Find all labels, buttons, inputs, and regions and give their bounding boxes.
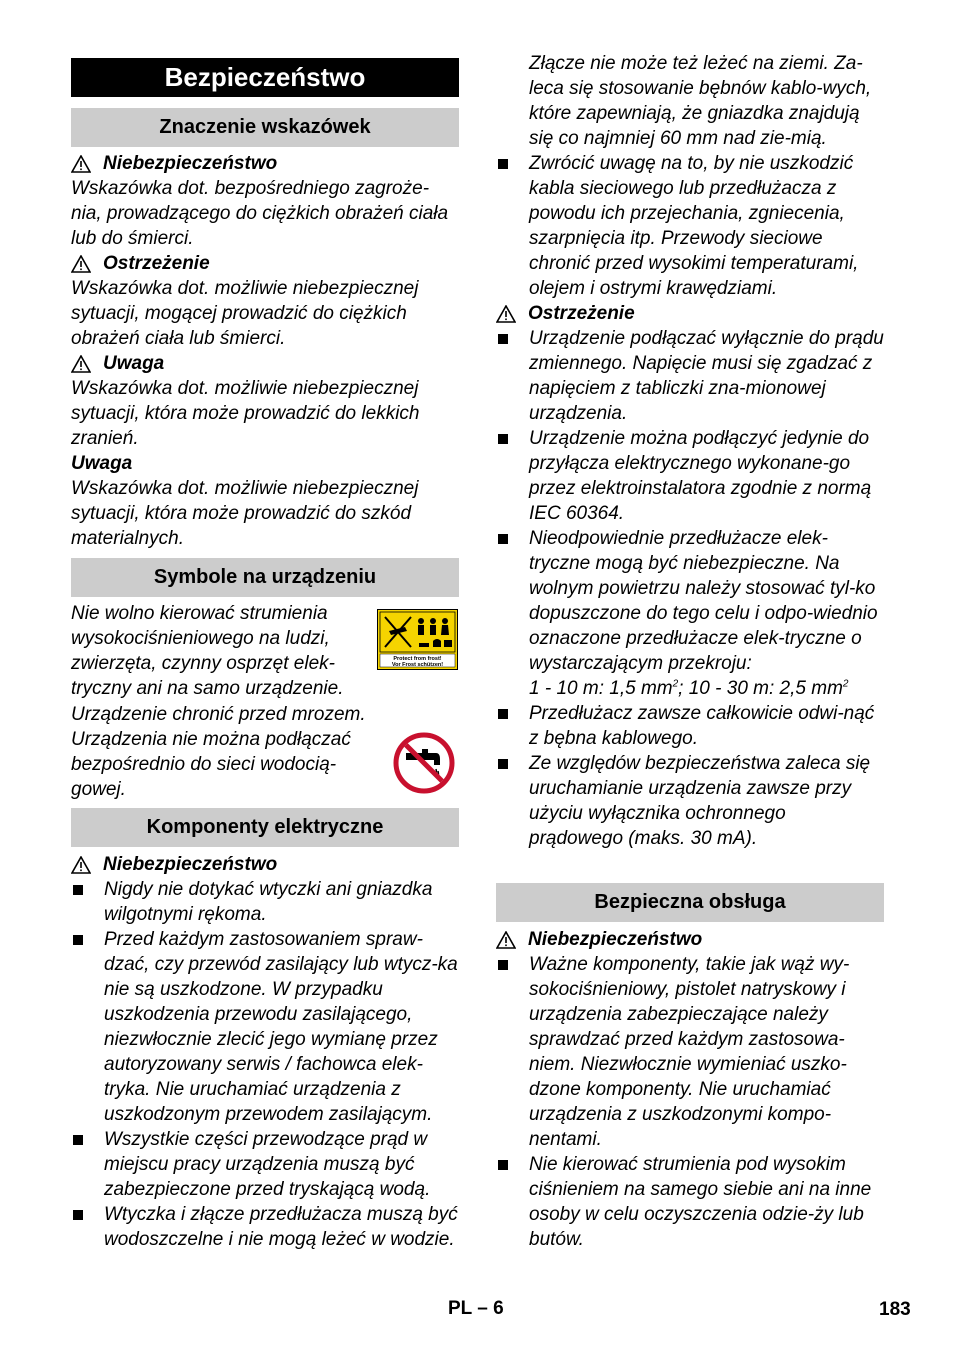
bullet-square-icon	[73, 885, 83, 895]
cable-cross-section-a: 1 - 10 m: 1,5 mm	[529, 678, 673, 699]
hazard-heading	[71, 852, 459, 877]
warning-triangle-icon	[71, 856, 93, 874]
komponenty-continued	[496, 51, 884, 851]
cable-cross-section-b: ; 10 - 30 m: 2,5 mm	[678, 678, 843, 699]
bullet-square-icon	[498, 159, 508, 169]
list-item: Nie kierować strumienia pod wysokim ciśnieniem na samego siebie ani na inne osoby w celu oczyszczenia odzie-ży lub butów.	[496, 1152, 884, 1252]
paragraph: Urządzenia nie można podłączać bezpośrednio do sieci wodocią-gowej.	[71, 729, 351, 800]
bullet-square-icon	[498, 960, 508, 970]
komponenty-block	[71, 852, 459, 1252]
heading-text: Niebezpieczeństwo	[528, 929, 703, 950]
hazard-heading	[71, 351, 459, 376]
warning-triangle-icon	[71, 255, 93, 273]
bullet-square-icon	[498, 534, 508, 544]
warning-label-image	[377, 609, 458, 670]
paragraph: Wskazówka dot. bezpośredniego zagroże-nia, prowadzącego do ciężkich obrażeń ciała lub do śmierci.	[71, 178, 449, 249]
heading-text: Uwaga	[103, 353, 165, 374]
note-heading	[71, 451, 459, 476]
hazard-heading	[496, 301, 884, 326]
list-item: Wtyczka i złącze przedłużacza muszą być wodoszczelne i nie mogą leżeć w wodzie.	[71, 1202, 459, 1252]
superscript: 2	[672, 678, 679, 690]
heading-text: Uwaga	[71, 453, 133, 474]
heading-text: Ostrzeżenie	[528, 303, 635, 324]
heading-text: Niebezpieczeństwo	[103, 854, 278, 875]
no-tap-water-icon	[392, 731, 456, 795]
bullet-square-icon	[73, 1210, 83, 1220]
znaczenie-block	[71, 151, 459, 551]
bullet-square-icon	[498, 1160, 508, 1170]
paragraph: Nie wolno kierować strumienia wysokociśnieniowego na ludzi, zwierzęta, czynny osprzęt elek-tryczny ani na samo urządzenie.	[71, 603, 344, 699]
paragraph: Wskazówka dot. możliwie niebezpiecznej sytuacji, która może prowadzić do szkód materialnych.	[71, 478, 419, 549]
bullet-square-icon	[498, 334, 508, 344]
warning-triangle-icon	[71, 355, 93, 373]
list-item: Zwrócić uwagę na to, by nie uszkodzić kabla sieciowego lub przedłużacza z powodu ich przejechania, zgniecenia, szarpnięcia itp. Przewody sieciowe chronić przed wysokimi temperaturami, olejem i ostrymi krawędziami.	[496, 151, 884, 301]
list-item: Nieodpowiednie przedłużacze elek-tryczne mogą być niebezpieczne. Na wolnym powietrzu należy stosować tyl-ko dopuszczone do tego celu i odpo-wiednio oznaczone przedłużacze elek-tryczne o wystarczającym przekroju: 1 - 10 m: 1,5 $mm^2$; 10 - 30 m: 2,5 $mm^2$	[496, 526, 884, 701]
paragraph: Wskazówka dot. możliwie niebezpiecznej sytuacji, mogącej prowadzić do ciężkich obrażeń ciała lub śmierci.	[71, 278, 419, 349]
list-item: Urządzenie można podłączyć jedynie do przyłącza elektrycznego wykonane-go przez elektroinstalatora zgodnie z normą IEC 60364.	[496, 426, 884, 526]
section-heading-znaczenie: Znaczenie wskazówek	[71, 108, 459, 147]
heading-text: Ostrzeżenie	[103, 253, 210, 274]
list-item: Ważne komponenty, takie jak wąż wy-sokociśnieniowy, pistolet natryskowy i urządzenia zabezpieczające należy sprawdzać przed każdym zastosowa-niem. Niezwłocznie wymieniać uszko-dzone komponenty. Nie uruchamiać urządzenia z uszkodzonymi kompo-nentami.	[496, 952, 884, 1152]
list-item-continued: Złącze nie może też leżeć na ziemi. Za-leca się stosowanie bębnów kablo-wych, które zapewniają, że gniazdka znajdują się co najmniej 60 mm nad zie-mią.	[529, 53, 872, 149]
paragraph: Wskazówka dot. możliwie niebezpiecznej sytuacji, która może prowadzić do lekkich zranień.	[71, 378, 420, 449]
page-title: Bezpieczeństwo	[71, 58, 459, 97]
label-line-1: Protect from frost!	[393, 656, 442, 662]
hazard-heading	[71, 151, 459, 176]
list-item: Ze względów bezpieczeństwa zaleca się uruchamianie urządzenia zawsze przy użyciu wyłącznika ochronnego prądowego (maks. 30 mA).	[496, 751, 884, 851]
section-heading-komponenty: Komponenty elektryczne	[71, 808, 459, 847]
bullet-square-icon	[73, 1135, 83, 1145]
label-line-2: Vor Frost schützen!	[391, 662, 444, 668]
bullet-square-icon	[498, 709, 508, 719]
warning-triangle-icon	[71, 155, 93, 173]
list-item: Nigdy nie dotykać wtyczki ani gniazdka wilgotnymi rękoma.	[71, 877, 459, 927]
bullet-square-icon	[498, 759, 508, 769]
bullet-square-icon	[498, 434, 508, 444]
section-heading-symbole: Symbole na urządzeniu	[71, 558, 459, 597]
hazard-heading	[71, 251, 459, 276]
symbole-text-2	[71, 702, 459, 727]
superscript: 2	[842, 678, 849, 690]
paragraph: Urządzenie chronić przed mrozem.	[71, 704, 366, 725]
footer-section-label: PL – 6	[448, 1298, 504, 1319]
list-item: Przedłużacz zawsze całkowicie odwi-nąć z bębna kablowego.	[496, 701, 884, 751]
obsluga-block	[496, 927, 884, 1252]
heading-text: Niebezpieczeństwo	[103, 153, 278, 174]
list-item: Urządzenie podłączać wyłącznie do prądu zmiennego. Napięcie musi się zgadzać z napięciem z tabliczki zna-mionowej urządzenia.	[496, 326, 884, 426]
list-item: Wszystkie części przewodzące prąd w miejscu pracy urządzenia muszą być zabezpieczone przed tryskającą wodą.	[71, 1127, 459, 1202]
page-number: 183	[879, 1299, 911, 1320]
list-item: Przed każdym zastosowaniem spraw-dzać, czy przewód zasilający lub wtycz-ka nie są uszkodzone. W przypadku uszkodzenia przewodu zasilającego, niezwłocznie zlecić jego wymianę przez autoryzowany serwis / fachowca elek-tryka. Nie uruchamiać urządzenia z uszkodzonym przewodem zasilającym.	[71, 927, 459, 1127]
warning-triangle-icon	[496, 305, 518, 323]
hazard-heading	[496, 927, 884, 952]
warning-triangle-icon	[496, 931, 518, 949]
bullet-square-icon	[73, 935, 83, 945]
section-heading-obsluga: Bezpieczna obsługa	[496, 883, 884, 922]
symbole-text-1	[71, 601, 371, 701]
symbole-text-3	[71, 727, 371, 802]
